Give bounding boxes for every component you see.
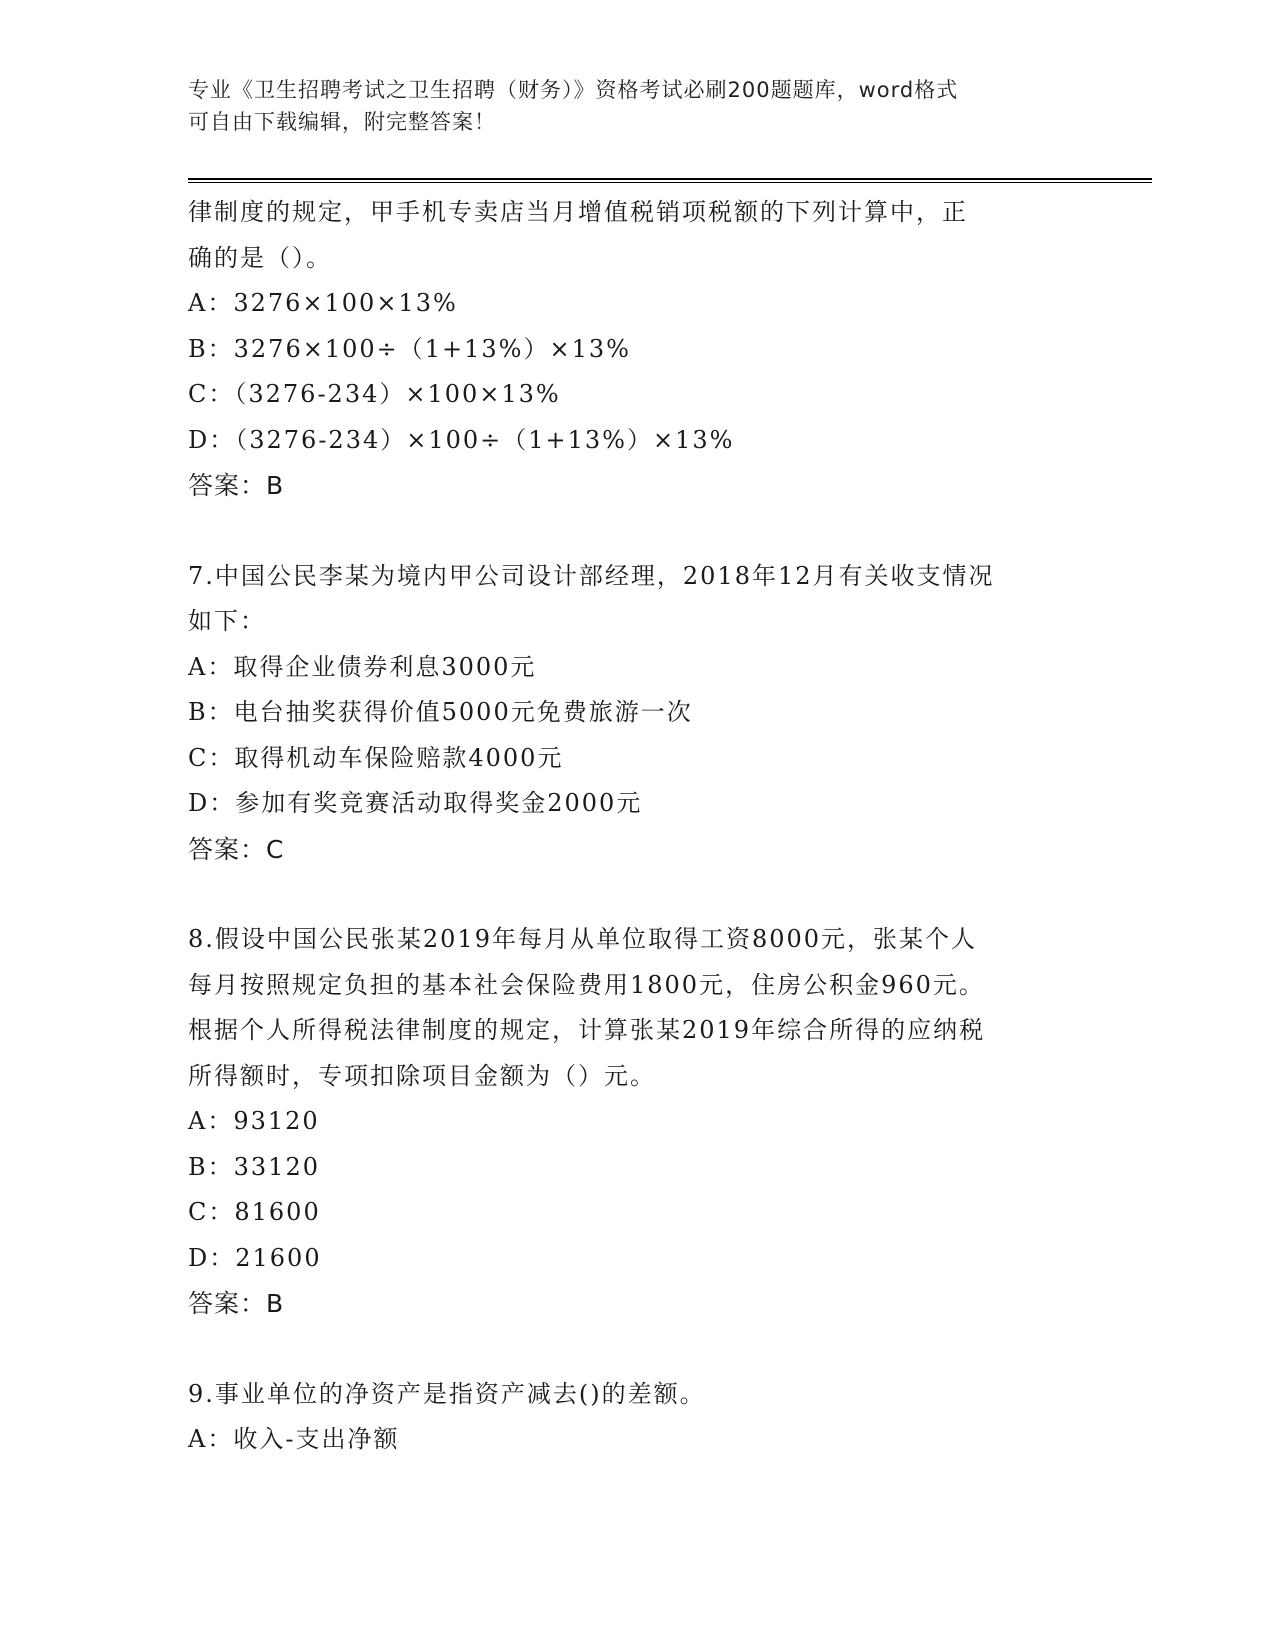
question-6-answer: 答案：B bbox=[188, 471, 285, 500]
question-8-stem-line-2: 每月按照规定负担的基本社会保险费用1800元，住房公积金960元。 bbox=[188, 970, 985, 999]
header-rule-thick bbox=[188, 178, 1152, 180]
question-6-option-d: D：（3276-234）×100÷（1+13%）×13% bbox=[188, 425, 735, 454]
header-rule-thin bbox=[188, 182, 1152, 183]
question-6-stem-line-1: 律制度的规定，甲手机专卖店当月增值税销项税额的下列计算中，正 bbox=[188, 198, 968, 226]
question-8-stem-line-4: 所得额时，专项扣除项目金额为（）元。 bbox=[188, 1061, 656, 1090]
question-8-stem-line-3: 根据个人所得税法律制度的规定，计算张某2019年综合所得的应纳税 bbox=[188, 1016, 986, 1044]
question-8-option-d: D：21600 bbox=[188, 1243, 322, 1272]
question-9-option-a: A：收入-支出净额 bbox=[188, 1425, 400, 1453]
question-6-option-c: C：（3276-234）×100×13% bbox=[188, 380, 561, 408]
question-6-option-a: A：3276×100×13% bbox=[188, 289, 458, 317]
spacer bbox=[188, 1327, 1088, 1372]
question-6-stem-line-2: 确的是（）。 bbox=[188, 243, 332, 272]
question-8-answer: 答案：B bbox=[188, 1289, 285, 1318]
question-6 bbox=[188, 190, 1088, 509]
question-7-option-a: A：取得企业债券利息3000元 bbox=[188, 652, 537, 681]
question-7-stem-line-1: 7.中国公民李某为境内甲公司设计部经理，2018年12月有关收支情况 bbox=[188, 561, 995, 590]
question-7-stem-line-2: 如下： bbox=[188, 607, 266, 635]
question-8-option-b: B：33120 bbox=[188, 1152, 320, 1181]
question-9-stem-line-1: 9.事业单位的净资产是指资产减去()的差额。 bbox=[188, 1379, 706, 1408]
question-8 bbox=[188, 917, 1088, 1327]
question-8-stem-line-1: 8.假设中国公民张某2019年每月从单位取得工资8000元，张某个人 bbox=[188, 925, 978, 953]
question-7-option-c: C：取得机动车保险赔款4000元 bbox=[188, 743, 564, 772]
question-7-option-d: D：参加有奖竞赛活动取得奖金2000元 bbox=[188, 789, 643, 817]
document-header bbox=[188, 74, 1068, 138]
question-8-option-c: C：81600 bbox=[188, 1198, 321, 1226]
question-7-option-b: B：电台抽奖获得价值5000元免费旅游一次 bbox=[188, 698, 693, 726]
header-line-1: 专业《卫生招聘考试之卫生招聘（财务）》资格考试必刷200题题库，word格式 bbox=[188, 78, 959, 102]
question-list bbox=[188, 190, 1088, 1463]
question-6-option-b: B：3276×100÷（1+13%）×13% bbox=[188, 334, 631, 363]
question-9 bbox=[188, 1372, 1088, 1463]
header-line-2: 可自由下载编辑，附完整答案！ bbox=[188, 110, 496, 134]
question-8-option-a: A：93120 bbox=[188, 1107, 320, 1135]
spacer bbox=[188, 872, 1088, 917]
question-7-answer: 答案：C bbox=[188, 834, 285, 864]
spacer bbox=[188, 509, 1088, 554]
question-7 bbox=[188, 554, 1088, 873]
